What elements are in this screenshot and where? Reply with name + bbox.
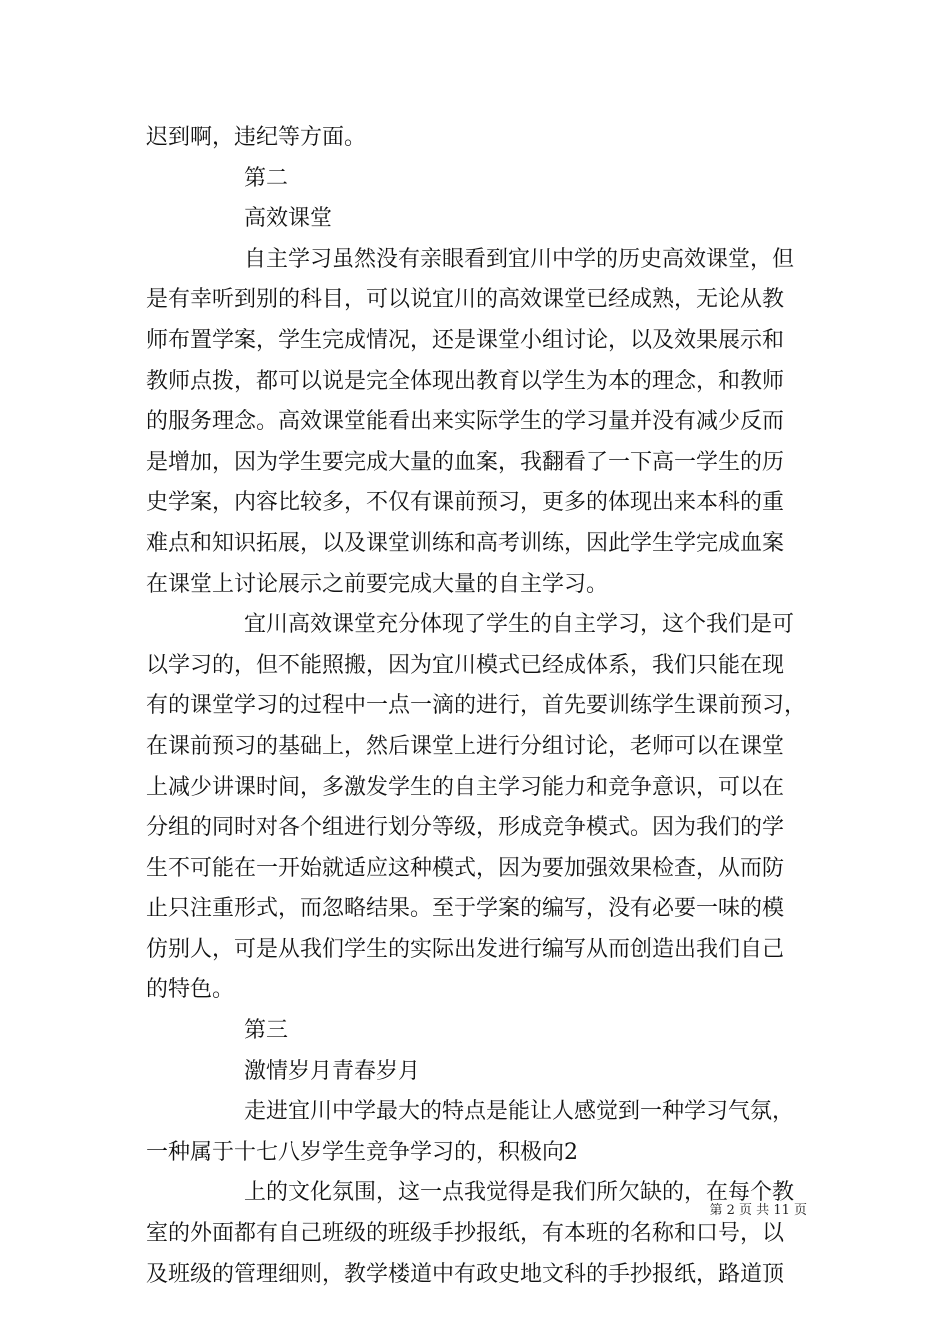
text-line: 的服务理念。高效课堂能看出来实际学生的学习量并没有减少反而 xyxy=(146,409,785,435)
text-line: 分组的同时对各个组进行划分等级，形成竞争模式。因为我们的学 xyxy=(146,815,785,841)
text-line: 室的外面都有自己班级的班级手抄报纸，有本班的名称和口号，以 xyxy=(146,1221,785,1247)
text-line: 师布置学案，学生完成情况，还是课堂小组讨论，以及效果展示和 xyxy=(146,327,785,353)
text-line: 在课前预习的基础上，然后课堂上进行分组讨论，老师可以在课堂 xyxy=(146,733,785,759)
text-line: 自主学习虽然没有亲眼看到宜川中学的历史高效课堂，但 xyxy=(244,246,795,272)
text-line: 走进宜川中学最大的特点是能让人感觉到一种学习气氛， xyxy=(244,1099,795,1125)
text-line: 史学案，内容比较多，不仅有课前预习，更多的体现出来本科的重 xyxy=(146,490,785,516)
text-line: 宜川高效课堂充分体现了学生的自主学习，这个我们是可 xyxy=(244,612,795,638)
text-line: 迟到啊，违纪等方面。 xyxy=(146,125,367,150)
text-line: 及班级的管理细则，教学楼道中有政史地文科的手抄报纸，路道顶 xyxy=(146,1261,785,1287)
text-line: 止只注重形式，而忽略结果。至于学案的编写，没有必要一味的模 xyxy=(146,896,785,922)
text-line: 上的文化氛围，这一点我觉得是我们所欠缺的，在每个教 xyxy=(244,1180,795,1206)
page-number-footer: 第 2 页 共 11 页 xyxy=(709,1203,807,1218)
text-line: 是有幸听到别的科目，可以说宜川的高效课堂已经成熟，无论从教 xyxy=(146,287,785,313)
section-number: 第二 xyxy=(244,165,289,191)
text-line: 在课堂上讨论展示之前要完成大量的自主学习。 xyxy=(146,571,609,597)
section-title: 高效课堂 xyxy=(244,206,333,232)
text-line: 教师点拨，都可以说是完全体现出教育以学生为本的理念，和教师 xyxy=(146,368,785,394)
section-title: 激情岁月青春岁月 xyxy=(244,1058,421,1084)
text-line: 是增加，因为学生要完成大量的血案，我翻看了一下高一学生的历 xyxy=(146,449,785,475)
text-line: 有的课堂学习的过程中一点一滴的进行，首先要训练学生课前预习， xyxy=(146,693,807,719)
section-number: 第三 xyxy=(244,1018,289,1044)
text-line: 的特色。 xyxy=(146,977,235,1003)
text-line: 难点和知识拓展，以及课堂训练和高考训练，因此学生学完成血案 xyxy=(146,530,785,556)
text-line: 上减少讲课时间，多激发学生的自主学习能力和竞争意识，可以在 xyxy=(146,774,785,800)
document-body xyxy=(146,118,826,1295)
text-line: 一种属于十七八岁学生竞争学习的，积极向2 xyxy=(146,1139,578,1165)
text-line: 生不可能在一开始就适应这种模式，因为要加强效果检查，从而防 xyxy=(146,855,785,881)
text-line: 仿别人，可是从我们学生的实际出发进行编写从而创造出我们自己 xyxy=(146,936,785,962)
text-line: 以学习的，但不能照搬，因为宜川模式已经成体系，我们只能在现 xyxy=(146,652,785,678)
